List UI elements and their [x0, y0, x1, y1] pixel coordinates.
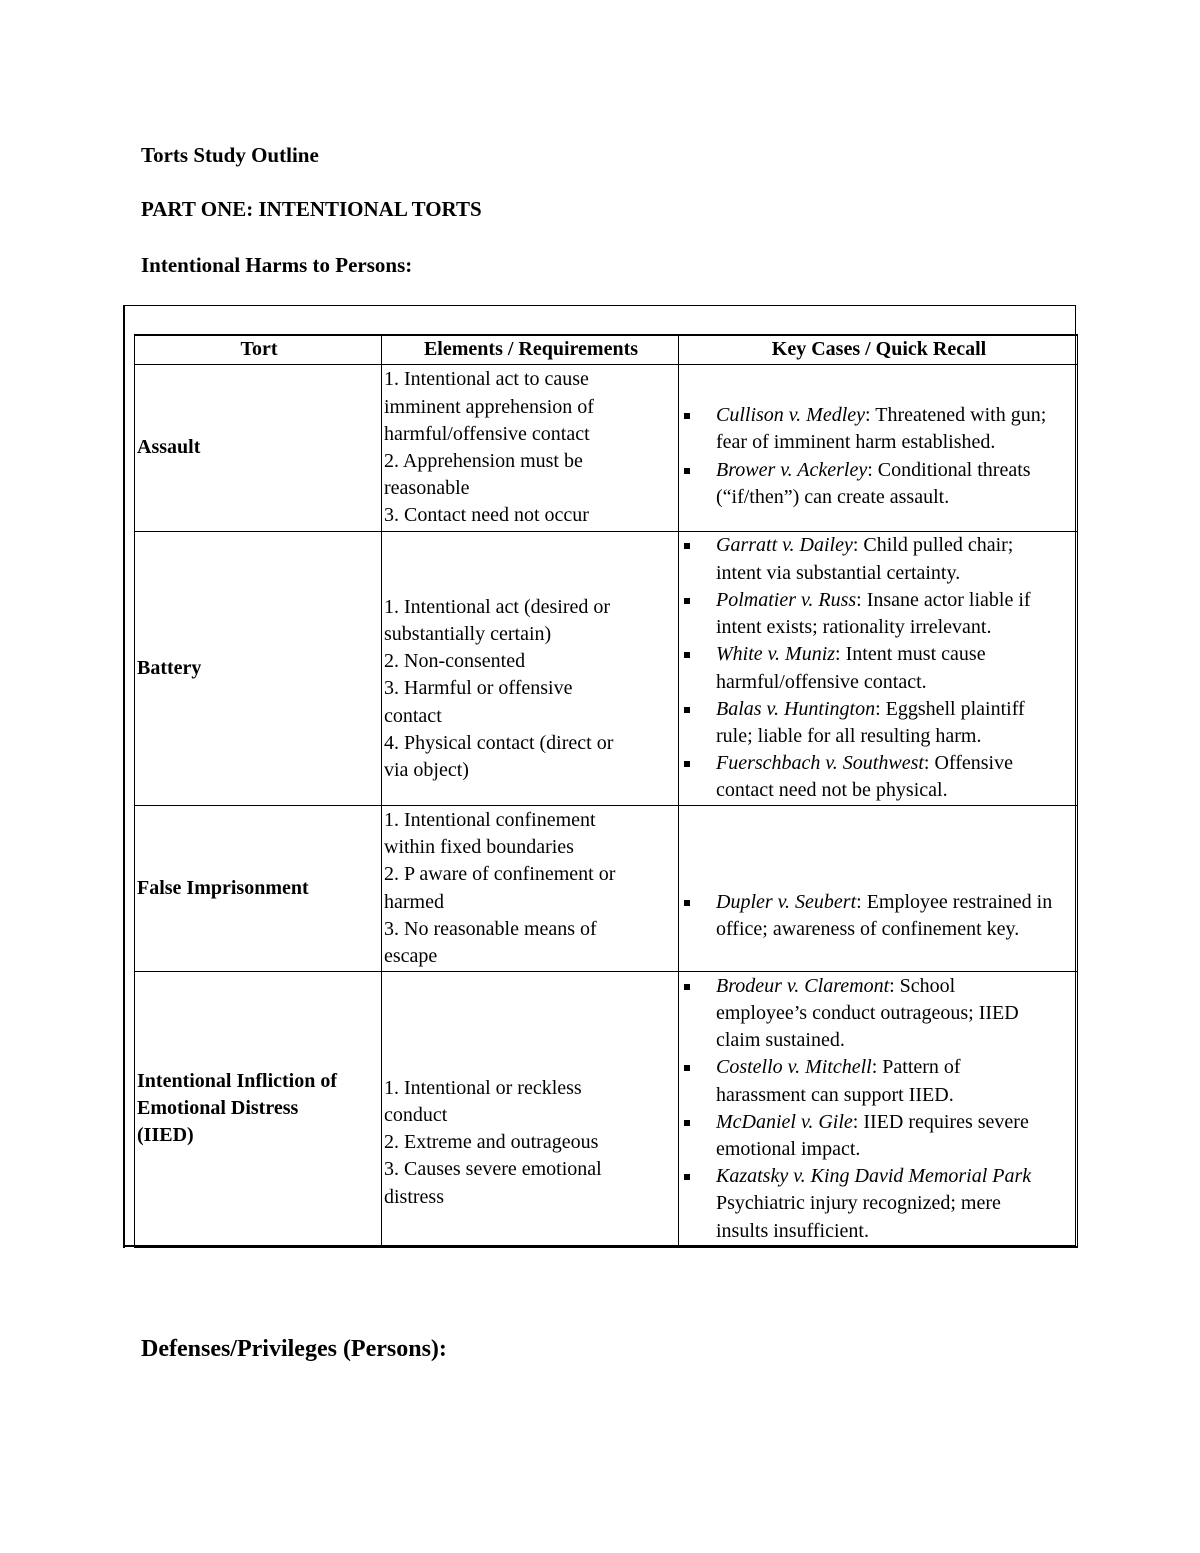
- case-summary: : Pattern of: [871, 1056, 961, 1079]
- case-summary: : IIED requires severe: [852, 1110, 1029, 1133]
- element-line: 1. Intentional act to cause: [384, 368, 589, 391]
- case-first-line: [716, 402, 1077, 429]
- case-summary-continued: harmful/offensive contact.: [716, 670, 927, 693]
- case-list: [681, 889, 1077, 943]
- case-first-line: [716, 750, 1077, 777]
- cases-cell: [679, 365, 1078, 532]
- element-line: harmful/offensive contact: [384, 422, 590, 445]
- element-line: 3. Harmful or offensive: [384, 677, 573, 700]
- case-list: [681, 973, 1077, 1245]
- case-summary-continued: (“if/then”) can create assault.: [716, 485, 950, 508]
- case-first-line: [716, 889, 1077, 916]
- case-first-line: [716, 457, 1077, 484]
- table-row: [135, 806, 1078, 972]
- case-item-brodeur-v-claremont: [716, 973, 1077, 1055]
- case-item-brower-v-ackerley: [716, 457, 1077, 511]
- case-summary: : Offensive: [923, 752, 1013, 775]
- tort-cell: [135, 365, 382, 532]
- case-name: Cullison v. Medley: [716, 404, 866, 427]
- table-header-row: [135, 335, 1078, 365]
- tort-name-line: Emotional Distress: [137, 1097, 299, 1120]
- case-list: [681, 532, 1077, 804]
- case-first-line: [716, 587, 1077, 614]
- tort-name-line: (IIED): [137, 1124, 194, 1147]
- case-item-cullison-v-medley: [716, 402, 1077, 456]
- element-line: distress: [384, 1185, 444, 1208]
- elements-cell: [382, 972, 679, 1247]
- element-line: reasonable: [384, 477, 470, 500]
- case-name: Garratt v. Dailey: [716, 534, 853, 557]
- element-line: conduct: [384, 1103, 448, 1126]
- case-list: [681, 402, 1077, 511]
- case-first-line: [716, 1163, 1077, 1190]
- tort-name-line: False Imprisonment: [137, 876, 309, 899]
- case-name: McDaniel v. Gile: [716, 1110, 853, 1133]
- case-name: Brower v. Ackerley: [716, 458, 868, 481]
- case-item-white-v-muniz: [716, 641, 1077, 695]
- case-summary: : Conditional threats: [867, 458, 1031, 481]
- case-name: Kazatsky v. King David Memorial Park: [716, 1165, 1032, 1188]
- element-line: imminent apprehension of: [384, 395, 594, 418]
- case-item-polmatier-v-russ: [716, 587, 1077, 641]
- case-summary: : Eggshell plaintiff: [875, 697, 1025, 720]
- case-summary-continued: rule; liable for all resulting harm.: [716, 724, 982, 747]
- table-frame-left-rule: [123, 305, 125, 1248]
- case-name: Dupler v. Seubert: [716, 890, 857, 913]
- element-line: 1. Intentional act (desired or: [384, 595, 611, 618]
- element-line: 2. Non-consented: [384, 650, 526, 673]
- case-summary: : Intent must cause: [835, 643, 986, 666]
- case-name: Polmatier v. Russ: [716, 588, 857, 611]
- tort-cell: [135, 972, 382, 1247]
- case-summary: : Threatened with gun;: [865, 404, 1047, 427]
- elements-cell: [382, 806, 679, 972]
- table-row: [135, 532, 1078, 806]
- table-row: [135, 972, 1078, 1247]
- case-first-line: [716, 696, 1077, 723]
- case-summary-continued: Psychiatric injury recognized; mere: [716, 1192, 1001, 1215]
- case-summary-continued: fear of imminent harm established.: [716, 431, 996, 454]
- case-summary-continued: insults insufficient.: [716, 1219, 869, 1242]
- case-first-line: [716, 1054, 1077, 1081]
- case-name: Balas v. Huntington: [716, 697, 876, 720]
- document-title: Torts Study Outline: [141, 143, 319, 167]
- case-first-line: [716, 1109, 1077, 1136]
- torts-table: [134, 334, 1078, 1248]
- case-item-dupler-v-seubert: [716, 889, 1077, 943]
- element-line: harmed: [384, 890, 444, 913]
- case-item-mcdaniel-v-gile: [716, 1109, 1077, 1163]
- case-item-balas-v-huntington: [716, 696, 1077, 750]
- table-row: [135, 365, 1078, 532]
- header-tort: Tort: [135, 335, 382, 365]
- part-heading: PART ONE: INTENTIONAL TORTS: [141, 197, 482, 221]
- case-first-line: [716, 532, 1077, 559]
- element-line: 3. No reasonable means of: [384, 917, 597, 940]
- case-summary-continued: claim sustained.: [716, 1029, 845, 1052]
- case-name: White v. Muniz: [716, 643, 836, 666]
- section-heading: Intentional Harms to Persons:: [141, 253, 413, 277]
- header-cases: Key Cases / Quick Recall: [679, 335, 1078, 365]
- case-item-costello-v-mitchell: [716, 1054, 1077, 1108]
- element-line: 1. Intentional or reckless: [384, 1076, 582, 1099]
- case-item-kazatsky-v-king-david-memorial-park: [716, 1163, 1077, 1245]
- element-line: 2. P aware of confinement or: [384, 863, 616, 886]
- element-line: contact: [384, 704, 442, 727]
- case-summary-continued: emotional impact.: [716, 1137, 861, 1160]
- case-summary-continued: employee’s conduct outrageous; IIED: [716, 1001, 1019, 1024]
- tort-cell: [135, 806, 382, 972]
- case-summary: : Employee restrained in: [856, 890, 1053, 913]
- element-line: 2. Apprehension must be: [384, 450, 583, 472]
- elements-cell: [382, 532, 679, 806]
- element-line: 3. Causes severe emotional: [384, 1158, 602, 1181]
- tort-name-line: Battery: [137, 656, 202, 679]
- case-summary: : Child pulled chair;: [852, 534, 1014, 557]
- case-first-line: [716, 641, 1077, 668]
- element-line: escape: [384, 944, 438, 967]
- tort-name-line: Assault: [137, 436, 201, 459]
- tort-cell: [135, 532, 382, 806]
- element-line: via object): [384, 759, 469, 781]
- case-name: Fuerschbach v. Southwest: [716, 752, 924, 775]
- element-line: substantially certain): [384, 622, 552, 645]
- case-item-garratt-v-dailey: [716, 532, 1077, 586]
- case-name: Costello v. Mitchell: [716, 1056, 872, 1079]
- case-first-line: [716, 973, 1077, 1000]
- case-summary-continued: intent via substantial certainty.: [716, 561, 961, 584]
- tort-name-line: Intentional Infliction of: [137, 1069, 338, 1092]
- case-summary-continued: office; awareness of confinement key.: [716, 918, 1020, 940]
- elements-cell: [382, 365, 679, 532]
- case-name: Brodeur v. Claremont: [716, 974, 890, 997]
- case-summary-continued: intent exists; rationality irrelevant.: [716, 616, 992, 639]
- header-elements: Elements / Requirements: [382, 335, 679, 365]
- case-summary-continued: harassment can support IIED.: [716, 1083, 954, 1106]
- case-item-fuerschbach-v-southwest: [716, 750, 1077, 804]
- case-summary-continued: contact need not be physical.: [716, 779, 948, 802]
- element-line: within fixed boundaries: [384, 836, 574, 859]
- defenses-heading: Defenses/Privileges (Persons):: [141, 1336, 447, 1362]
- cases-cell: [679, 532, 1078, 806]
- element-line: 2. Extreme and outrageous: [384, 1131, 599, 1154]
- element-line: 1. Intentional confinement: [384, 808, 596, 831]
- cases-cell: [679, 806, 1078, 972]
- cases-cell: [679, 972, 1078, 1247]
- element-line: 3. Contact need not occur: [384, 504, 589, 527]
- element-line: 4. Physical contact (direct or: [384, 731, 614, 754]
- case-summary: : School: [889, 974, 956, 997]
- case-summary: : Insane actor liable if: [856, 588, 1031, 611]
